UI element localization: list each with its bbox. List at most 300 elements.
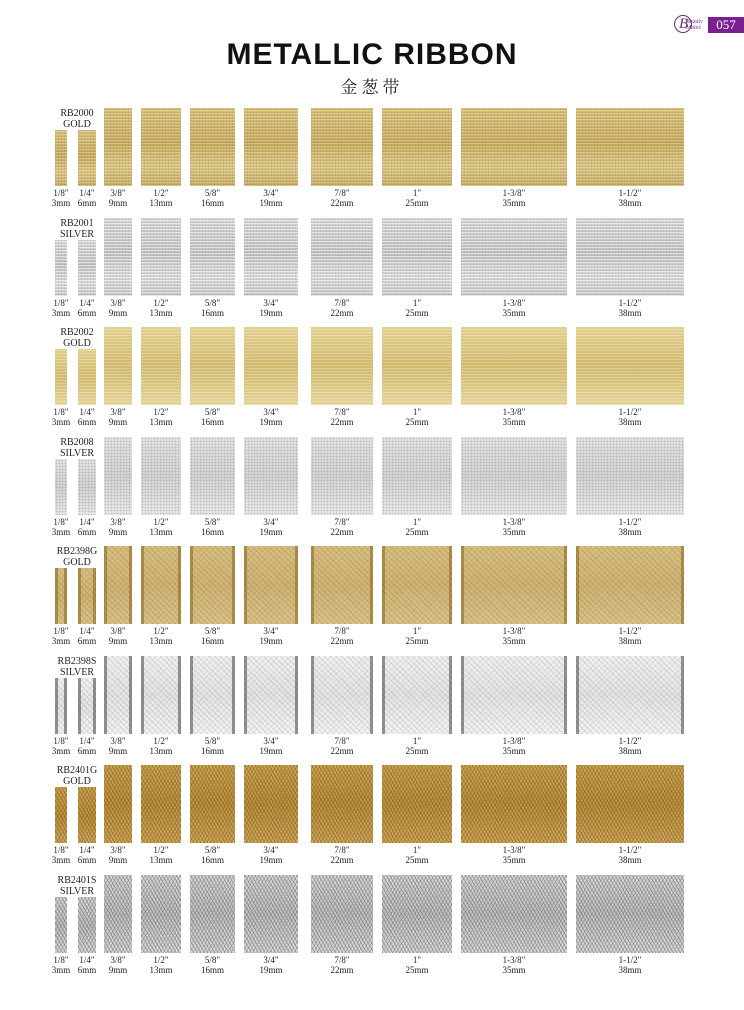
size-inch: 1/8"	[53, 517, 69, 527]
size-label	[461, 407, 567, 427]
ribbon-swatch	[104, 656, 132, 734]
size-mm: 13mm	[149, 965, 173, 975]
ribbon-swatch	[141, 327, 181, 405]
ribbon-swatch	[576, 656, 684, 734]
ribbon-swatch	[78, 568, 96, 624]
size-mm: 16mm	[200, 417, 224, 427]
size-inch: 1-3/8"	[502, 845, 526, 855]
size-mm: 13mm	[149, 527, 173, 537]
size-inch: 5/8"	[204, 955, 221, 965]
size-mm: 6mm	[77, 636, 97, 646]
product-code	[52, 108, 102, 130]
size-label	[104, 188, 132, 208]
size-mm: 3mm	[51, 417, 71, 427]
size-label	[141, 298, 181, 318]
size-inch: 5/8"	[204, 407, 221, 417]
product-code	[52, 765, 102, 787]
size-inch: 3/4"	[263, 407, 279, 417]
size-label	[104, 955, 132, 975]
ribbon-swatch	[104, 437, 132, 515]
ribbon-swatch	[311, 765, 373, 843]
size-inch: 1/4"	[79, 845, 95, 855]
size-inch: 1/8"	[53, 188, 69, 198]
size-label	[48, 845, 74, 865]
ribbon-swatch	[461, 765, 567, 843]
size-mm: 19mm	[259, 746, 283, 756]
product-code	[52, 875, 102, 897]
size-inch: 1/8"	[53, 845, 69, 855]
product-color-name: GOLD	[63, 776, 91, 787]
product-color-name: SILVER	[59, 667, 95, 678]
size-label	[190, 845, 235, 865]
product-color-name: GOLD	[63, 119, 91, 130]
size-inch: 5/8"	[204, 736, 221, 746]
size-inch: 5/8"	[204, 517, 221, 527]
size-inch: 1/4"	[79, 188, 95, 198]
size-label	[461, 188, 567, 208]
size-label	[141, 517, 181, 537]
size-inch: 1/2"	[153, 298, 169, 308]
size-label	[48, 188, 74, 208]
size-inch: 1"	[412, 298, 422, 308]
size-label	[576, 517, 684, 537]
ribbon-swatch	[382, 765, 452, 843]
size-inch: 1/4"	[79, 736, 95, 746]
size-mm: 16mm	[200, 636, 224, 646]
size-mm: 35mm	[502, 198, 526, 208]
size-inch: 7/8"	[334, 626, 350, 636]
size-label	[74, 736, 100, 756]
size-inch: 1-3/8"	[502, 298, 526, 308]
ribbon-swatch	[244, 437, 298, 515]
size-inch: 1-1/2"	[618, 188, 642, 198]
size-inch: 1"	[412, 407, 422, 417]
logo-mark-icon: B	[679, 16, 689, 32]
size-label	[244, 188, 298, 208]
size-inch: 7/8"	[334, 298, 350, 308]
size-label	[141, 626, 181, 646]
size-inch: 1/2"	[153, 517, 169, 527]
size-inch: 3/4"	[263, 517, 279, 527]
size-inch: 1"	[412, 517, 422, 527]
size-mm: 19mm	[259, 198, 283, 208]
size-inch: 1-3/8"	[502, 407, 526, 417]
size-mm: 35mm	[502, 636, 526, 646]
ribbon-swatch	[104, 765, 132, 843]
ribbon-swatch	[576, 108, 684, 186]
ribbon-swatch	[382, 875, 452, 953]
ribbon-swatch	[311, 327, 373, 405]
size-inch: 1"	[412, 626, 422, 636]
size-mm: 35mm	[502, 855, 526, 865]
size-label	[461, 517, 567, 537]
product-code	[52, 218, 102, 240]
size-inch: 3/4"	[263, 845, 279, 855]
product-code	[52, 546, 102, 568]
size-label	[461, 626, 567, 646]
product-color-name: SILVER	[59, 886, 95, 897]
size-mm: 22mm	[330, 527, 354, 537]
size-inch: 3/8"	[110, 298, 126, 308]
size-mm: 13mm	[149, 746, 173, 756]
size-mm: 9mm	[108, 527, 128, 537]
ribbon-swatch	[55, 897, 67, 953]
size-mm: 16mm	[200, 198, 224, 208]
product-row	[0, 437, 744, 547]
size-label	[311, 845, 373, 865]
size-label	[74, 845, 100, 865]
ribbon-swatch	[55, 459, 67, 515]
size-mm: 16mm	[200, 527, 224, 537]
size-label	[74, 298, 100, 318]
size-inch: 7/8"	[334, 188, 350, 198]
ribbon-swatch	[244, 327, 298, 405]
size-mm: 19mm	[259, 417, 283, 427]
size-inch: 1-3/8"	[502, 955, 526, 965]
size-inch: 1/2"	[153, 188, 169, 198]
size-inch: 3/4"	[263, 736, 279, 746]
ribbon-swatch	[78, 130, 96, 186]
ribbon-swatch	[78, 459, 96, 515]
product-row	[0, 108, 744, 218]
size-inch: 1/8"	[53, 736, 69, 746]
ribbon-swatch	[461, 437, 567, 515]
size-label	[74, 955, 100, 975]
size-inch: 3/8"	[110, 736, 126, 746]
ribbon-swatch	[311, 875, 373, 953]
size-inch: 1"	[412, 736, 422, 746]
size-mm: 25mm	[405, 198, 429, 208]
size-inch: 1/8"	[53, 955, 69, 965]
size-mm: 25mm	[405, 417, 429, 427]
size-mm: 6mm	[77, 855, 97, 865]
product-code-number: RB2398S	[57, 656, 97, 667]
size-inch: 3/4"	[263, 188, 279, 198]
ribbon-swatch	[141, 875, 181, 953]
size-label	[244, 517, 298, 537]
ribbon-swatch	[382, 218, 452, 296]
page-subtitle: 金葱带	[340, 78, 404, 98]
size-mm: 13mm	[149, 417, 173, 427]
size-inch: 7/8"	[334, 517, 350, 527]
product-code-number: RB2000	[60, 108, 94, 119]
size-label	[244, 955, 298, 975]
ribbon-swatch	[244, 108, 298, 186]
size-mm: 25mm	[405, 855, 429, 865]
size-mm: 35mm	[502, 746, 526, 756]
size-mm: 6mm	[77, 746, 97, 756]
size-inch: 1/8"	[53, 298, 69, 308]
size-mm: 35mm	[502, 308, 526, 318]
size-label	[382, 407, 452, 427]
size-mm: 35mm	[502, 965, 526, 975]
size-mm: 22mm	[330, 417, 354, 427]
size-mm: 3mm	[51, 636, 71, 646]
size-label	[141, 736, 181, 756]
size-label	[190, 736, 235, 756]
size-label	[141, 955, 181, 975]
size-inch: 1/2"	[153, 407, 169, 417]
ribbon-swatch	[78, 897, 96, 953]
size-mm: 22mm	[330, 965, 354, 975]
ribbon-swatch	[141, 765, 181, 843]
size-mm: 9mm	[108, 308, 128, 318]
ribbon-swatch	[461, 218, 567, 296]
size-mm: 16mm	[200, 308, 224, 318]
size-mm: 38mm	[618, 308, 642, 318]
size-mm: 25mm	[405, 746, 429, 756]
size-mm: 3mm	[51, 527, 71, 537]
ribbon-swatch	[104, 108, 132, 186]
size-label	[74, 188, 100, 208]
ribbon-swatch	[141, 546, 181, 624]
size-mm: 19mm	[259, 636, 283, 646]
size-inch: 5/8"	[204, 626, 221, 636]
ribbon-swatch	[55, 240, 67, 296]
ribbon-swatch	[382, 437, 452, 515]
size-mm: 9mm	[108, 417, 128, 427]
size-mm: 38mm	[618, 965, 642, 975]
ribbon-swatch	[311, 546, 373, 624]
size-inch: 1-1/2"	[618, 626, 642, 636]
product-code	[52, 656, 102, 678]
size-inch: 1/4"	[79, 955, 95, 965]
product-code-number: RB2401S	[57, 875, 97, 886]
size-mm: 6mm	[77, 417, 97, 427]
ribbon-swatch	[190, 875, 235, 953]
size-mm: 38mm	[618, 527, 642, 537]
size-label	[48, 298, 74, 318]
size-mm: 38mm	[618, 417, 642, 427]
ribbon-swatch	[104, 546, 132, 624]
product-code-number: RB2001	[60, 218, 94, 229]
ribbon-swatch	[311, 656, 373, 734]
size-mm: 3mm	[51, 965, 71, 975]
ribbon-swatch	[141, 218, 181, 296]
size-label	[190, 298, 235, 318]
ribbon-swatch	[576, 218, 684, 296]
size-inch: 7/8"	[334, 845, 350, 855]
size-inch: 3/4"	[263, 298, 279, 308]
ribbon-swatch	[190, 327, 235, 405]
size-label	[244, 845, 298, 865]
size-label	[141, 407, 181, 427]
size-mm: 3mm	[51, 198, 71, 208]
size-label	[311, 955, 373, 975]
ribbon-swatch	[576, 765, 684, 843]
size-mm: 13mm	[149, 198, 173, 208]
ribbon-swatch	[382, 108, 452, 186]
size-inch: 5/8"	[204, 298, 221, 308]
brand-header	[672, 13, 744, 37]
size-mm: 25mm	[405, 636, 429, 646]
size-label	[461, 845, 567, 865]
product-code-number: RB2008	[60, 437, 94, 448]
ribbon-swatch	[382, 656, 452, 734]
size-label	[576, 188, 684, 208]
size-label	[461, 736, 567, 756]
size-label	[576, 626, 684, 646]
product-code-number: RB2002	[60, 327, 94, 338]
size-inch: 7/8"	[334, 955, 350, 965]
size-mm: 19mm	[259, 965, 283, 975]
size-label	[576, 955, 684, 975]
size-label	[461, 955, 567, 975]
size-mm: 38mm	[618, 198, 642, 208]
size-label	[244, 407, 298, 427]
ribbon-swatch	[78, 349, 96, 405]
size-mm: 6mm	[77, 965, 97, 975]
ribbon-swatch	[104, 218, 132, 296]
size-mm: 13mm	[149, 636, 173, 646]
size-mm: 3mm	[51, 308, 71, 318]
product-code-number: RB2401G	[56, 765, 98, 776]
size-mm: 19mm	[259, 855, 283, 865]
ribbon-swatch	[141, 437, 181, 515]
size-mm: 13mm	[149, 855, 173, 865]
size-inch: 1/2"	[153, 955, 169, 965]
size-label	[74, 626, 100, 646]
ribbon-swatch	[190, 108, 235, 186]
size-inch: 7/8"	[334, 407, 350, 417]
product-row	[0, 218, 744, 328]
size-label	[190, 955, 235, 975]
size-label	[104, 736, 132, 756]
size-inch: 1"	[412, 955, 422, 965]
product-row	[0, 656, 744, 766]
size-label	[311, 188, 373, 208]
ribbon-swatch	[190, 218, 235, 296]
size-mm: 3mm	[51, 855, 71, 865]
ribbon-swatch	[104, 327, 132, 405]
size-label	[104, 845, 132, 865]
size-inch: 3/8"	[110, 188, 126, 198]
size-label	[104, 517, 132, 537]
size-mm: 9mm	[108, 746, 128, 756]
size-label	[190, 188, 235, 208]
size-label	[576, 736, 684, 756]
size-mm: 6mm	[77, 198, 97, 208]
size-mm: 25mm	[405, 965, 429, 975]
ribbon-swatch	[141, 108, 181, 186]
size-label	[311, 298, 373, 318]
ribbon-swatch	[461, 108, 567, 186]
size-mm: 19mm	[259, 308, 283, 318]
product-row	[0, 875, 744, 985]
size-mm: 38mm	[618, 636, 642, 646]
size-mm: 22mm	[330, 198, 354, 208]
size-mm: 9mm	[108, 636, 128, 646]
product-color-name: GOLD	[63, 338, 91, 349]
size-label	[244, 298, 298, 318]
ribbon-swatch	[461, 546, 567, 624]
size-inch: 3/4"	[263, 626, 279, 636]
size-inch: 5/8"	[204, 845, 221, 855]
size-inch: 1-3/8"	[502, 188, 526, 198]
size-inch: 1-3/8"	[502, 517, 526, 527]
size-label	[311, 736, 373, 756]
size-label	[576, 298, 684, 318]
logo-text: Beauty Mates	[686, 19, 703, 31]
size-inch: 1/2"	[153, 845, 169, 855]
size-inch: 1-1/2"	[618, 955, 642, 965]
size-inch: 1/2"	[153, 736, 169, 746]
ribbon-swatch	[576, 437, 684, 515]
ribbon-swatch	[244, 875, 298, 953]
size-inch: 1/8"	[53, 626, 69, 636]
ribbon-swatch	[78, 678, 96, 734]
size-inch: 1-1/2"	[618, 517, 642, 527]
ribbon-swatch	[311, 218, 373, 296]
ribbon-swatch	[78, 240, 96, 296]
size-label	[190, 626, 235, 646]
size-label	[382, 845, 452, 865]
size-mm: 6mm	[77, 308, 97, 318]
size-label	[382, 298, 452, 318]
brand-logo	[672, 13, 706, 37]
ribbon-swatch	[244, 765, 298, 843]
product-row	[0, 546, 744, 656]
size-label	[382, 736, 452, 756]
size-inch: 1-1/2"	[618, 845, 642, 855]
ribbon-swatch	[311, 108, 373, 186]
size-inch: 3/8"	[110, 845, 126, 855]
size-label	[244, 626, 298, 646]
ribbon-swatch	[190, 656, 235, 734]
size-mm: 13mm	[149, 308, 173, 318]
size-label	[48, 955, 74, 975]
size-inch: 1/4"	[79, 298, 95, 308]
size-label	[382, 955, 452, 975]
size-mm: 25mm	[405, 527, 429, 537]
ribbon-swatch	[55, 787, 67, 843]
size-mm: 35mm	[502, 527, 526, 537]
size-label	[48, 517, 74, 537]
ribbon-swatch	[244, 656, 298, 734]
page-title: METALLIC RIBBON	[226, 38, 518, 71]
ribbon-swatch	[55, 678, 67, 734]
size-inch: 3/8"	[110, 955, 126, 965]
product-code	[52, 327, 102, 349]
size-mm: 22mm	[330, 308, 354, 318]
ribbon-swatch	[55, 349, 67, 405]
size-label	[141, 188, 181, 208]
size-label	[141, 845, 181, 865]
ribbon-swatch	[55, 568, 67, 624]
size-mm: 9mm	[108, 965, 128, 975]
ribbon-swatch	[190, 437, 235, 515]
product-row	[0, 327, 744, 437]
size-inch: 1/4"	[79, 626, 95, 636]
size-label	[311, 517, 373, 537]
product-color-name: SILVER	[59, 229, 95, 240]
ribbon-swatch	[141, 656, 181, 734]
size-inch: 3/8"	[110, 517, 126, 527]
size-inch: 1"	[412, 845, 422, 855]
size-inch: 3/8"	[110, 407, 126, 417]
size-mm: 9mm	[108, 855, 128, 865]
size-label	[48, 407, 74, 427]
size-inch: 7/8"	[334, 736, 350, 746]
ribbon-swatch	[244, 546, 298, 624]
size-mm: 22mm	[330, 636, 354, 646]
ribbon-swatch	[55, 130, 67, 186]
ribbon-swatch	[461, 327, 567, 405]
ribbon-swatch	[382, 327, 452, 405]
size-inch: 1/8"	[53, 407, 69, 417]
size-label	[74, 517, 100, 537]
size-inch: 1-1/2"	[618, 298, 642, 308]
